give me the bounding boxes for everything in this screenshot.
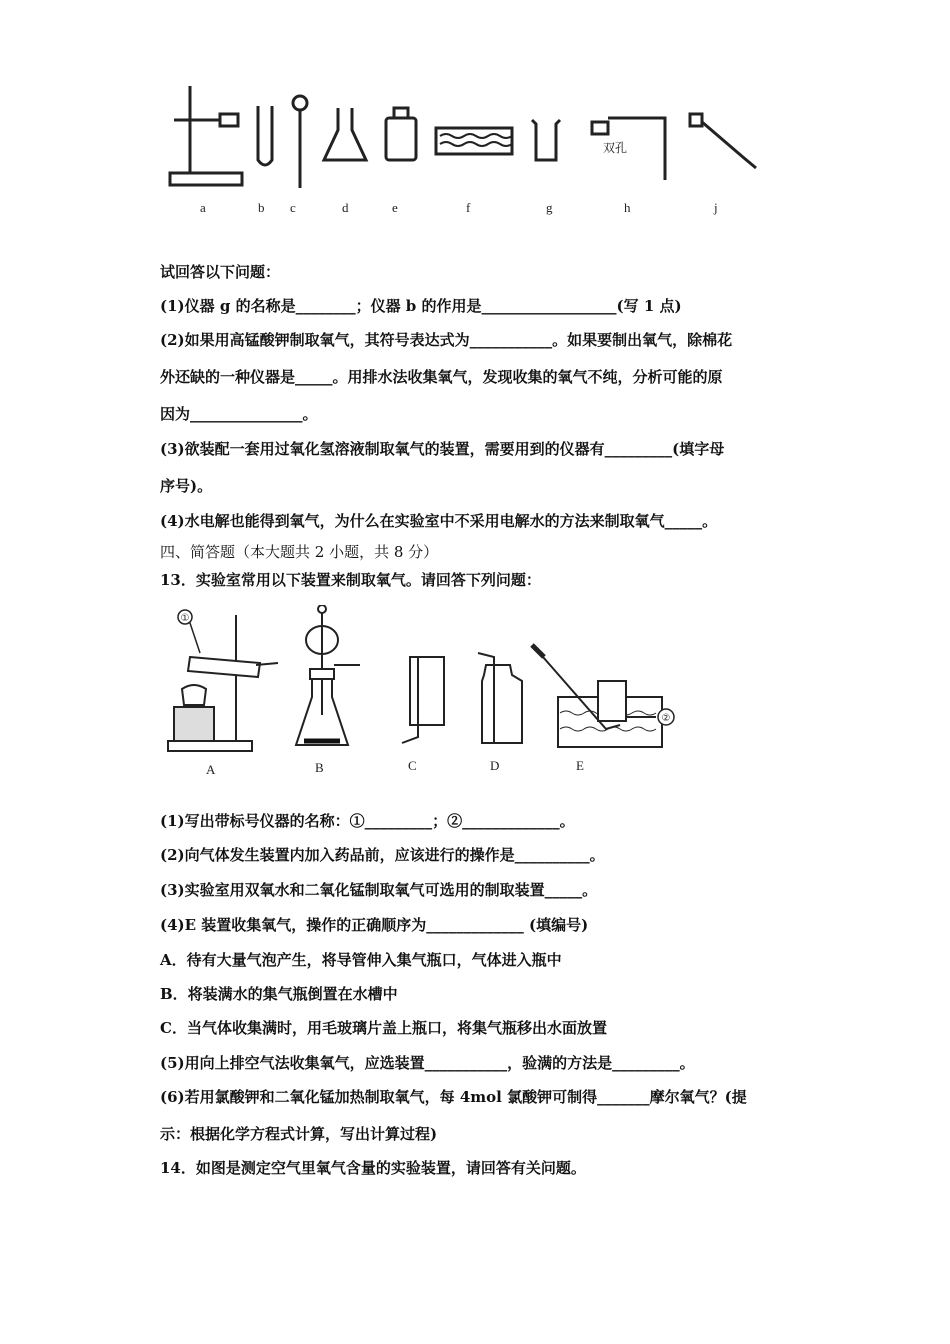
q12-part1: (1)仪器 g 的名称是________；仪器 b 的作用是__________________(写 1 点)	[160, 297, 682, 315]
q13-part5: (5)用向上排空气法收集氧气，应选装置___________，验满的方法是_________。	[160, 1054, 695, 1072]
beaker-g	[532, 120, 560, 160]
q13-option-a: A．待有大量气泡产生，将导管伸入集气瓶口，气体进入瓶中	[160, 951, 562, 969]
q13-option-b: B．将装满水的集气瓶倒置在水槽中	[160, 985, 398, 1003]
q14-stem: 14．如图是测定空气里氧气含量的实验装置，请回答有关问题。	[160, 1159, 586, 1177]
label-f: f	[466, 200, 471, 215]
dropper-c	[293, 96, 307, 188]
conical-flask-d	[324, 108, 366, 160]
apparatus-label-d: D	[490, 758, 500, 773]
label-h: h	[624, 200, 631, 215]
apparatus-figure	[160, 605, 690, 760]
q12-intro: 试回答以下问题：	[160, 263, 281, 281]
apparatus-c	[402, 657, 444, 743]
q13-stem: 13．实验室常用以下装置来制取氧气。请回答下列问题：	[160, 571, 541, 589]
bottle-e	[386, 108, 416, 160]
label-j: j	[714, 200, 718, 215]
bent-tube-j	[690, 114, 756, 168]
q12-part2-line3: 因为_______________。	[160, 405, 318, 423]
label-a: a	[200, 200, 206, 215]
section-heading: 四、简答题（本大题共 2 小题，共 8 分）	[160, 543, 439, 561]
q13-option-c: C．当气体收集满时，用毛玻璃片盖上瓶口，将集气瓶移出水面放置	[160, 1019, 607, 1037]
label-c: c	[290, 200, 296, 215]
q12-part3-line2: 序号)。	[160, 477, 213, 495]
apparatus-e	[532, 645, 674, 747]
h-tag: 双孔	[603, 141, 628, 155]
q13-part1: (1)写出带标号仪器的名称：①_________；②_____________。	[160, 812, 575, 830]
q12-part2-line1: (2)如果用高锰酸钾制取氧气，其符号表达式为___________。如果要制出氧气，除棉花	[160, 331, 733, 349]
q12-part2-line2: 外还缺的一种仪器是_____。用排水法收集氧气，发现收集的氧气不纯，分析可能的原	[160, 368, 723, 386]
apparatus-label-c: C	[408, 758, 417, 773]
label-e: e	[392, 200, 398, 215]
label-d: d	[342, 200, 349, 215]
q13-part6-line1: (6)若用氯酸钾和二氧化锰加热制取氧气，每 4mol 氯酸钾可制得_______摩尔氧气？(提	[160, 1088, 747, 1106]
apparatus-d	[478, 653, 522, 743]
label-g: g	[546, 200, 553, 215]
apparatus-label-b: B	[315, 760, 324, 775]
marker-2: ②	[661, 713, 671, 724]
marker-1: ①	[180, 613, 190, 624]
label-b: b	[258, 200, 265, 215]
trough-f	[436, 128, 512, 154]
q13-part3: (3)实验室用双氧水和二氧化锰制取氧气可选用的制取装置_____。	[160, 881, 598, 899]
iron-stand-a	[170, 86, 242, 185]
q13-part6-line2: 示：根据化学方程式计算，写出计算过程)	[160, 1125, 438, 1143]
apparatus-b	[296, 605, 360, 745]
q13-part4: (4)E 装置收集氧气，操作的正确顺序为_____________ (填编号)	[160, 916, 589, 934]
apparatus-label-e: E	[576, 758, 584, 773]
q12-part3-line1: (3)欲装配一套用过氧化氢溶液制取氧气的装置，需要用到的仪器有_________(填字母	[160, 440, 725, 458]
apparatus-label-a: A	[206, 762, 216, 777]
apparatus-a	[168, 610, 278, 751]
test-tube-b	[258, 106, 272, 165]
q13-part2: (2)向气体发生装置内加入药品前，应该进行的操作是__________。	[160, 846, 605, 864]
q12-part4: (4)水电解也能得到氧气，为什么在实验室中不采用电解水的方法来制取氧气_____。	[160, 512, 718, 530]
